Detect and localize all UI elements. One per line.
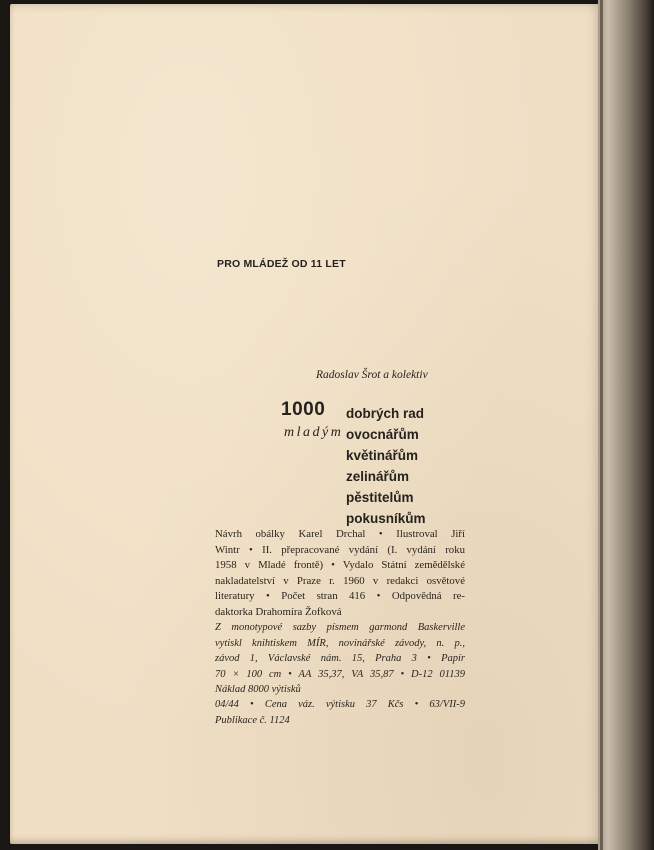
credits-line: literatury • Počet stran 416 • Odpovědná re- — [215, 590, 465, 603]
credits-line: daktorka Drahomíra Žofková — [215, 605, 342, 618]
printing-line: Z monotypové sazby písmem garmond Baskerville — [215, 622, 465, 633]
printing-line: 70 × 100 cm • AA 35,37, VA 35,87 • D-12 01139 — [215, 668, 465, 680]
audience-label: PRO MLÁDEŽ OD 11 LET — [217, 258, 346, 270]
credits-line: Návrh obálky Karel Drchal • Ilustroval Jiří — [215, 528, 465, 540]
credits-line: 1958 v Mladé frontě) • Vydalo Státní zemědělské — [215, 559, 465, 572]
page-edge — [600, 0, 603, 850]
title-number: 1000 — [281, 399, 326, 420]
credits-line: nakladatelství v Praze r. 1960 v redakci osvětové — [215, 574, 465, 587]
title-lines — [346, 403, 426, 529]
credits-paragraph — [215, 527, 465, 621]
credits-line: Wintr • II. přepracované vydání (I. vydání roku — [215, 543, 465, 556]
title-line: zelinářům — [346, 469, 410, 484]
price-line: 04/44 • Cena váz. výtisku 37 Kčs • 63/VII-9 — [215, 699, 465, 710]
price-line: Publikace č. 1124 — [215, 714, 290, 726]
printing-line: vytiskl knihtiskem MÍR, novinářské závody, n. p., — [215, 637, 465, 649]
title-line: dobrých rad — [346, 406, 425, 421]
title-line: květinářům — [346, 448, 419, 463]
title-subtitle-left: mladým — [284, 425, 344, 440]
author-line: Radoslav Šrot a kolektiv — [316, 369, 428, 381]
book-spine — [598, 0, 654, 850]
printing-line: Náklad 8000 výtisků — [215, 684, 301, 696]
printing-paragraph — [215, 620, 465, 698]
printing-line: závod 1, Václavské nám. 15, Praha 3 • Papír — [215, 653, 465, 665]
title-line: ovocnářům — [346, 427, 419, 442]
title-line: pěstitelům — [346, 490, 414, 505]
title-line: pokusníkům — [346, 511, 426, 526]
price-paragraph — [215, 697, 465, 728]
